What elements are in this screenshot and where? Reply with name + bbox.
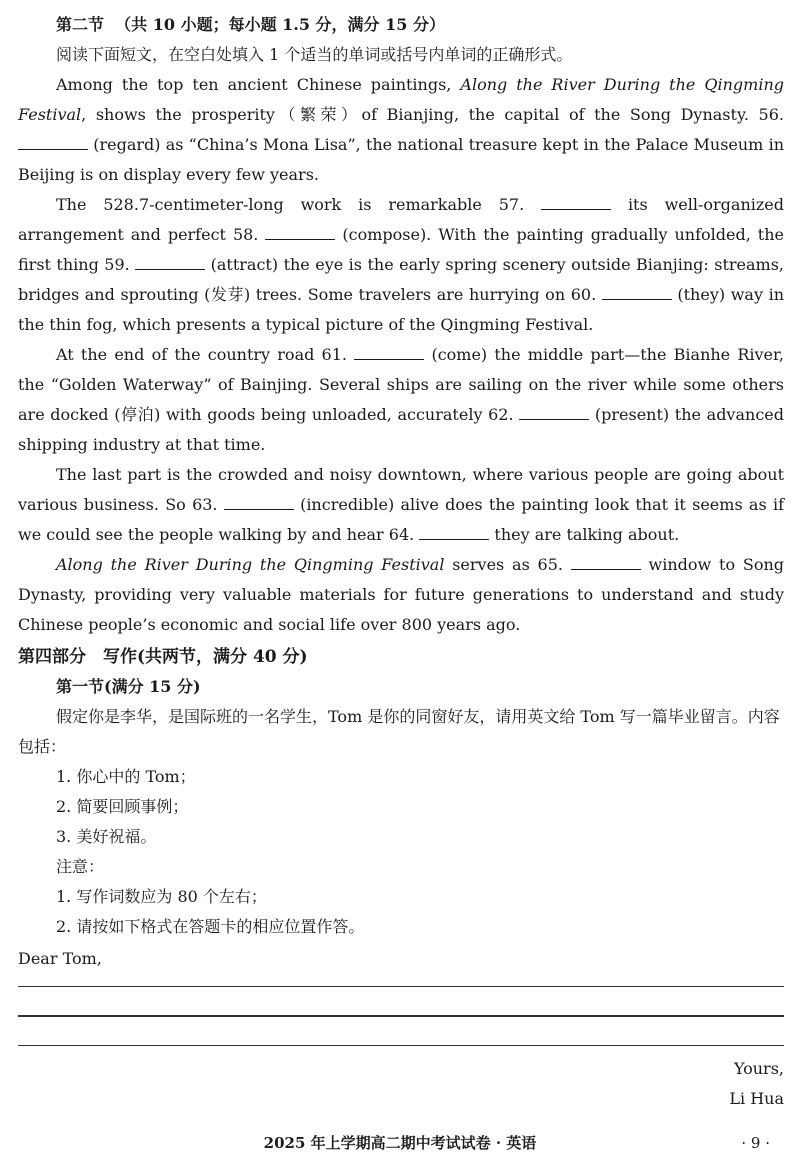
blank-57[interactable] — [541, 195, 611, 210]
passage-paragraph-4: The last part is the crowded and noisy downtown, where various people are going about various business. So 63. (incredible) alive does the painting look that it seems as if we could see the people walking by and hear 64. they are talking about. — [18, 465, 784, 544]
section-heading — [56, 10, 784, 40]
section-title: 第二节 — [56, 15, 105, 34]
part-four-heading: 第四部分 写作(共两节，满分 40 分) — [18, 647, 308, 667]
blank-56[interactable] — [18, 135, 88, 150]
blank-58[interactable] — [265, 225, 335, 240]
passage-paragraph-5: Along the River During the Qingming Festival serves as 65. window to Song Dynasty, providing very valuable materials for future generations to understand and study Chinese people’s economic and social life over 800 years ago. — [18, 555, 784, 634]
writing-area[interactable] — [18, 986, 784, 1046]
content-item: 3. 美好祝福。 — [56, 827, 157, 846]
writing-line — [18, 1045, 784, 1046]
content-item: 1. 你心中的 Tom； — [56, 767, 196, 786]
painting-title: Along the River During the Qingming Festival — [18, 75, 784, 124]
passage-paragraph-3: At the end of the country road 61. (come) the middle part—the Bianhe River, the “Golden Waterway” of Bainjing. Several ships are sailing on the river while some others are docked (停泊) with goods being unloaded, accurately 62. (present) the advanced shipping industry at that time. — [18, 345, 785, 454]
letter-closing: Yours, — [733, 1058, 784, 1078]
footer-title: 2025 年上学期高二期中考试试卷 · 英语 — [263, 1134, 537, 1152]
blank-60[interactable] — [602, 285, 672, 300]
note-item: 1. 写作词数应为 80 个左右； — [56, 887, 267, 906]
letter-signoff — [18, 1054, 784, 1114]
writing-line — [18, 986, 784, 987]
blank-62[interactable] — [519, 405, 589, 420]
note-item: 2. 请按如下格式在答题卡的相应位置作答。 — [56, 917, 365, 936]
note-label: 注意： — [56, 857, 105, 876]
content-item: 2. 简要回顾事例； — [56, 797, 189, 816]
blank-61[interactable] — [354, 345, 424, 360]
page-footer — [0, 1128, 800, 1158]
blank-64[interactable] — [419, 525, 489, 540]
letter-greeting: Dear Tom, — [18, 949, 102, 968]
writing-prompt: 假定你是李华，是国际班的一名学生，Tom 是你的同窗好友，请用英文给 Tom 写一篇毕业留言。内容包括： — [18, 707, 780, 756]
page-number: · 9 · — [741, 1134, 770, 1152]
passage-paragraph-1: Among the top ten ancient Chinese paintings, Along the River During the Qingming Festival, shows the prosperity（繁荣）of Bianjing, the capital of the Song Dynasty. 56. (regard) as “China’s Mona Lisa”, the national treasure kept in the Palace Museum in Beijing is on display every few years. — [18, 75, 784, 184]
blank-65[interactable] — [571, 555, 641, 570]
blank-59[interactable] — [135, 255, 205, 270]
section-note: （共 10 小题；每小题 1.5 分，满分 15 分） — [115, 15, 445, 34]
blank-63[interactable] — [224, 495, 294, 510]
letter-signature: Li Hua — [729, 1088, 784, 1108]
passage-paragraph-2: The 528.7-centimeter-long work is remarkable 57. its well-organized arrangement and perfect 58. (compose). With the painting gradually unfolded, the first thing 59. (attract) the eye is the early spring scenery outside Bianjing: streams, bridges and sprouting (发芽) trees. Some travelers are hurrying on 60. (they) way in the thin fog, which presents a typical picture of the Qingming Festival. — [18, 195, 785, 334]
painting-title: Along the River During the Qingming Festival — [56, 555, 445, 574]
part-four-subheading: 第一节(满分 15 分) — [56, 677, 201, 696]
section-instruction: 阅读下面短文，在空白处填入 1 个适当的单词或括号内单词的正确形式。 — [56, 45, 573, 64]
writing-line — [18, 1015, 784, 1016]
